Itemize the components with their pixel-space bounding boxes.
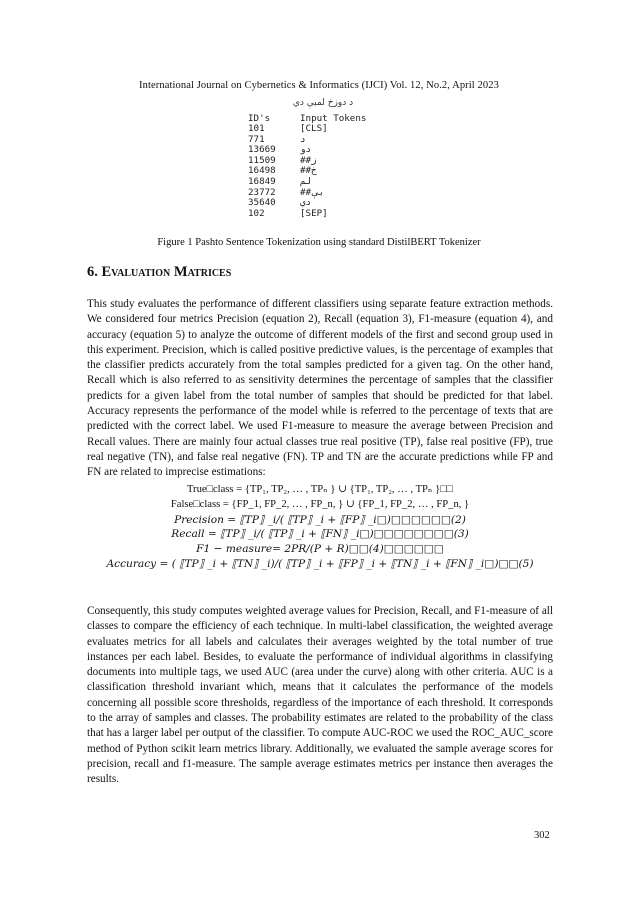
token-id: 16849 bbox=[248, 175, 276, 187]
page-number: 302 bbox=[534, 830, 550, 841]
token-value: [SEP] bbox=[300, 207, 328, 219]
token-id: 23772 bbox=[248, 186, 276, 198]
token-id: 16498 bbox=[248, 165, 276, 177]
token-id: 771 bbox=[248, 133, 265, 145]
token-id: 101 bbox=[248, 123, 265, 134]
token-value: د bbox=[300, 133, 306, 145]
table-row bbox=[248, 209, 366, 220]
table-row bbox=[248, 124, 366, 135]
figure-sentence: د دوزخ لمبې دي bbox=[292, 98, 354, 108]
token-id: 11509 bbox=[248, 154, 276, 166]
tokenization-figure bbox=[248, 98, 398, 219]
equation-block bbox=[87, 483, 553, 572]
body-paragraph: This study evaluates the performance of different classifiers using separate feature extraction methods. We considered four metrics Precision (equation 2), Recall (equation 3), F1-measure (equation 4), and accuracy (equation 5) to analyze the outcome of different models of the first and second group used in this experiment. Precision, which is called positive predictive values, is the percentage of examples that the classifier predicts accurately from the total samples predicted for a given tag. On the other hand, Recall which is also referred to as sensitivity determines the percentage of samples that the classifier predicts for a given label from the total number of samples that should be predicted for that label. Accuracy represents the performance of the model while is referred to the percentage of texts that are predicted with the correct label. We used F1-measure to measure the average between Precision and Recall values. There are mainly four actual classes true real positive (TP), false real positive (FP), true real negative (TN), and false real negative (FN). TP and TN are the accurate predictions while FP and FN are related to imprecise estimations: bbox=[87, 298, 553, 479]
equation-accuracy: Accuracy = ( ⟦TP⟧ _i + ⟦TN⟧ _i)/( ⟦TP⟧ _i + ⟦FP⟧ _i + ⟦TN⟧ _i + ⟦FN⟧ _i□)□□(5) bbox=[106, 557, 534, 570]
column-header-ids: ID's bbox=[248, 113, 271, 124]
equation-false-class: False□class = {FP_1, FP_2, … , FP_n, } ∪ {FP_1, FP_2, … , FP_n, } bbox=[170, 498, 470, 510]
column-header-tokens: Input Tokens bbox=[300, 113, 367, 124]
equation-f1-measure: F1 − measure= 2PR/(P + R)□□(4)□□□□□□ bbox=[196, 543, 444, 556]
section-number: 6. bbox=[87, 264, 98, 280]
token-table bbox=[248, 113, 366, 219]
figure-caption: Figure 1 Pashto Sentence Tokenization using standard DistilBERT Tokenizer bbox=[157, 237, 481, 248]
token-id: 35640 bbox=[248, 197, 276, 209]
token-value: لم bbox=[300, 175, 312, 187]
token-value: ##بې bbox=[300, 186, 325, 198]
section-title: Evaluation Matrices bbox=[101, 264, 232, 280]
table-row bbox=[248, 177, 366, 188]
body-paragraph: Consequently, this study computes weighted average values for Precision, Recall, and F1-measure of all classes to compare the efficiency of each technique. In multi-label classification, the weighted average evaluates metrics for all labels and calculates their averages weighted by the total number of true instances per each label. Besides, to evaluate the performance of individual algorithms in classifying documents into multiple tags, we used AUC (area under the curve) along with other criteria. AUC is a classification threshold invariant which, means that it calculates the performance of the models concerning all possible score thresholds, regardless of the importance of each threshold. It corresponds to the array of samples and classes. The probability estimates are related to the probability of the class that has a larger label per output of the classifier. To compute AUC-ROC we used the ROC_AUC_score method of Python scikit learn metrics library. Additionally, we evaluated the sample average scores for precision, recall and f1-measure. The sample average estimates metrics per instance then averages the results. bbox=[87, 605, 553, 786]
equation-recall: Recall = ⟦TP⟧ _i/( ⟦TP⟧ _i + ⟦FN⟧ _i□)□□□□□□□□(3) bbox=[171, 528, 469, 541]
token-id: 102 bbox=[248, 207, 265, 219]
running-header: International Journal on Cybernetics & Informatics (IJCI) Vol. 12, No.2, April 2023 bbox=[139, 80, 499, 91]
token-id: 13669 bbox=[248, 144, 276, 156]
token-value: ##ز bbox=[300, 154, 317, 166]
token-value: ##خ bbox=[300, 165, 317, 177]
token-value: دي bbox=[300, 197, 312, 209]
token-value: دو bbox=[300, 144, 312, 156]
token-value: [CLS] bbox=[300, 123, 328, 134]
equation-precision: Precision = ⟦TP⟧ _i/( ⟦TP⟧ _i + ⟦FP⟧ _i□)□□□□□□(2) bbox=[174, 513, 466, 526]
section-heading bbox=[87, 264, 231, 281]
equation-true-class: True□class = {TP₁, TP₂, … , TPₙ } ∪ {TP₁, TP₂, … , TPₙ }□□ bbox=[186, 484, 454, 495]
